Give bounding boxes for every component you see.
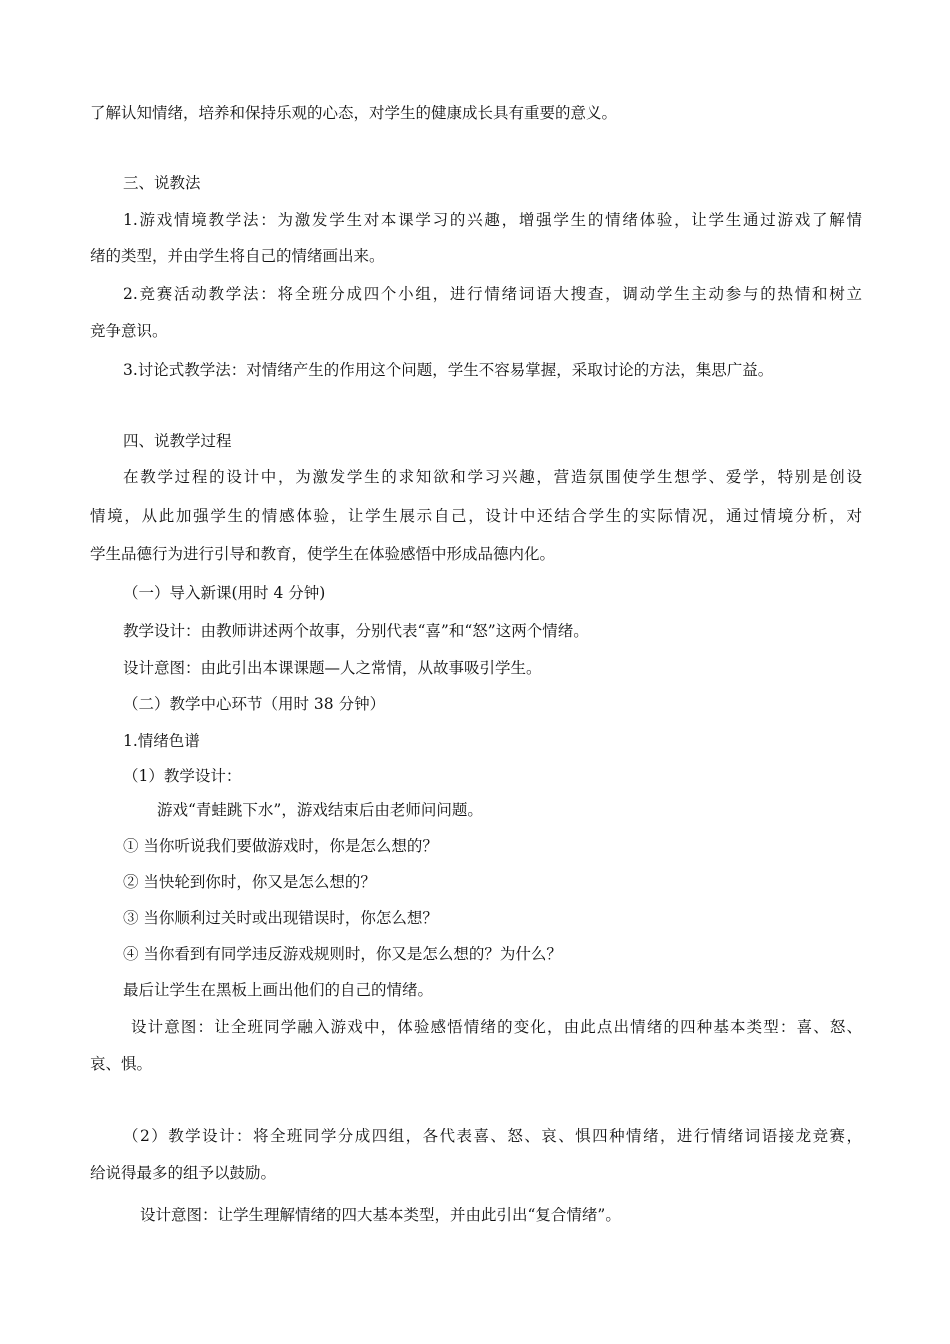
part-2-heading: （二）教学中心环节（用时 38 分钟）: [123, 695, 386, 713]
item-1-heading: 1.情绪色谱: [123, 732, 200, 750]
question-4: ④ 当你看到有同学违反游戏规则时，你又是怎么想的？为什么？: [123, 945, 562, 963]
intent-2-line: 设计意图：让学生理解情绪的四大基本类型，并由此引出“复合情绪”。: [140, 1206, 621, 1224]
method-1-line-1: 1.游戏情境教学法：为激发学生对本课学习的兴趣，增强学生的情绪体验，让学生通过游戏了解情: [123, 211, 862, 229]
game-description: 游戏“青蛙跳下水”，游戏结束后由老师问问题。: [157, 801, 483, 819]
process-paragraph-line-1: 在教学过程的设计中，为激发学生的求知欲和学习兴趣，营造氛围使学生想学、爱学，特别是创设: [123, 468, 862, 486]
intent-1-line-1: 设计意图：让全班同学融入游戏中，体验感悟情绪的变化，由此点出情绪的四种基本类型：喜、怒、: [131, 1018, 862, 1036]
question-1: ① 当你听说我们要做游戏时，你是怎么想的？: [123, 837, 438, 855]
intent-1-line-2: 哀、惧。: [90, 1055, 153, 1073]
method-2-line-2: 竞争意识。: [90, 322, 168, 340]
sub-2-line-2: 给说得最多的组予以鼓励。: [90, 1164, 277, 1182]
question-3: ③ 当你顺利过关时或出现错误时，你怎么想？: [123, 909, 438, 927]
question-2: ② 当快轮到你时，你又是怎么想的？: [123, 873, 376, 891]
process-paragraph-line-3: 学生品德行为进行引导和教育，使学生在体验感悟中形成品德内化。: [90, 545, 556, 563]
part-1-heading: （一）导入新课(用时 4 分钟): [123, 584, 326, 602]
sub-1-heading: （1）教学设计：: [123, 767, 242, 785]
part-1-design: 教学设计：由教师讲述两个故事，分别代表“喜”和“怒”这两个情绪。: [123, 622, 589, 640]
sub-2-line-1: （2）教学设计：将全班同学分成四组，各代表喜、怒、哀、惧四种情绪，进行情绪词语接龙竞赛，: [123, 1127, 862, 1145]
method-3-line: 3.讨论式教学法：对情绪产生的作用这个问题，学生不容易掌握，采取讨论的方法，集思广益。: [123, 361, 774, 379]
section-heading-teaching-process: 四、说教学过程: [123, 432, 232, 450]
process-paragraph-line-2: 情境，从此加强学生的情感体验，让学生展示自己，设计中还结合学生的实际情况，通过情境分析，对: [90, 507, 862, 525]
section-heading-teaching-methods: 三、说教法: [123, 174, 201, 192]
intro-end-line: 了解认知情绪，培养和保持乐观的心态，对学生的健康成长具有重要的意义。: [90, 104, 618, 122]
part-1-intent: 设计意图：由此引出本课课题—人之常情，从故事吸引学生。: [123, 659, 542, 677]
draw-instruction: 最后让学生在黑板上画出他们的自己的情绪。: [123, 981, 434, 999]
method-1-line-2: 绪的类型，并由学生将自己的情绪画出来。: [90, 247, 385, 265]
method-2-line-1: 2.竞赛活动教学法：将全班分成四个小组，进行情绪词语大搜查，调动学生主动参与的热情和树立: [123, 285, 862, 303]
